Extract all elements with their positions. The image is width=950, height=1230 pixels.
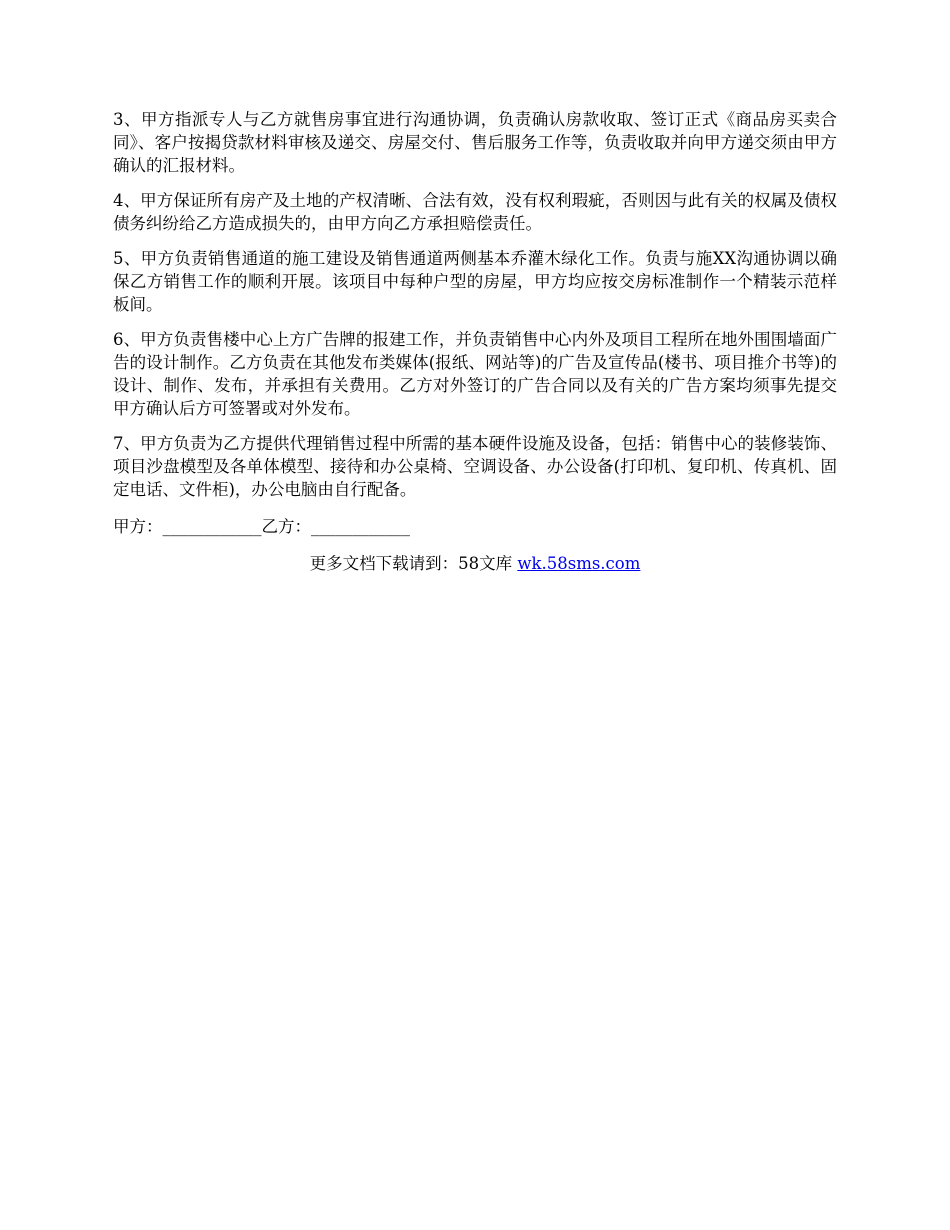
paragraph-7: 7、甲方负责为乙方提供代理销售过程中所需的基本硬件设施及设备，包括：销售中心的装修装饰、项目沙盘模型及各单体模型、接待和办公桌椅、空调设备、办公设备(打印机、复印机、传真机、固定电话、文件柜)，办公电脑由自行配备。	[113, 434, 837, 499]
paragraph-4: 4、甲方保证所有房产及土地的产权清晰、合法有效，没有权利瑕疵，否则因与此有关的权属及债权债务纠纷给乙方造成损失的，由甲方向乙方承担赔偿责任。	[113, 191, 837, 233]
footer-text: 更多文档下载请到：58文库	[309, 554, 518, 573]
footer-link[interactable]: wk.58sms.com	[517, 554, 641, 573]
paragraph-3: 3、甲方指派专人与乙方就售房事宜进行沟通协调，负责确认房款收取、签订正式《商品房买卖合同》、客户按揭贷款材料审核及递交、房屋交付、售后服务工作等，负责收取并向甲方递交须由甲方确认的汇报材料。	[113, 110, 837, 175]
paragraph-6: 6、甲方负责售楼中心上方广告牌的报建工作，并负责销售中心内外及项目工程所在地外围围墙面广告的设计制作。乙方负责在其他发布类媒体(报纸、网站等)的广告及宣传品(楼书、项目推介书等)的设计、制作、发布，并承担有关费用。乙方对外签订的广告合同以及有关的广告方案均须事先提交甲方确认后方可签署或对外发布。	[113, 330, 837, 418]
signature-line: 甲方：____________乙方：____________	[113, 517, 410, 536]
download-footer	[113, 552, 837, 575]
paragraph-5: 5、甲方负责销售通道的施工建设及销售通道两侧基本乔灌木绿化工作。负责与施XX沟通协调以确保乙方销售工作的顺利开展。该项目中每种户型的房屋，甲方均应按交房标准制作一个精装示范样板间。	[113, 249, 837, 314]
document-page	[113, 108, 837, 575]
